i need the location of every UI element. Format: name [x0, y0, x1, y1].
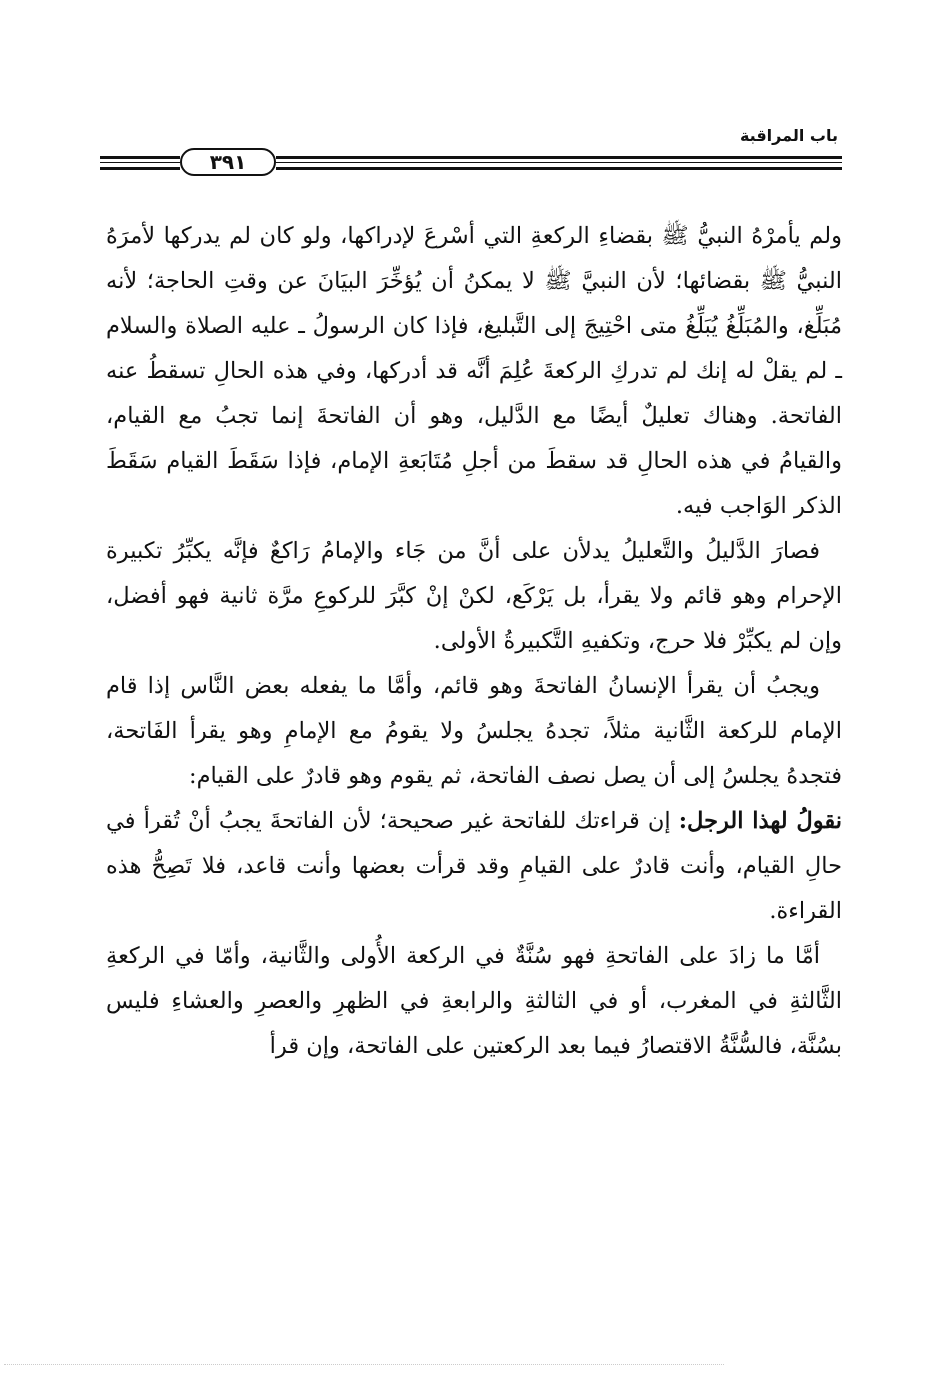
rule-left-bottom: [100, 167, 180, 170]
paragraph-4-text: إن قراءتك للفاتحة غير صحيحة؛ لأن الفاتحةَ يجبُ أنْ تُقرأ في حالِ القيام، وأنت قادرٌ على القيامِ وقد قرأت بعضها وأنت قاعد، فلا تَصِحُّ هذه القراءة.: [106, 808, 842, 924]
paragraph-1: ولم يأمرْهُ النبيُّ ﷺ بقضاءِ الركعةِ التي أسْرعَ لإدراكها، ولو كان لم يدركها لأمرَهُ النبيُّ ﷺ بقضائها؛ لأن النبيَّ ﷺ لا يمكنُ أن يُؤخِّرَ البيَانَ عن وقتِ الحاجة؛ لأنه مُبَلِّغ، والمُبَلِّغُ يُبَلِّغُ متى احْتِيجَ إلى التَّبليغ، فإذا كان الرسولُ ـ عليه الصلاة والسلام ـ لم يقلْ له إنك لم تدركِ الركعةَ عُلِمَ أنَّه قد أدركها، وفي هذه الحالِ تسقطُ عنه الفاتحة. وهناك تعليلٌ أيضًا مع الدَّليل، وهو أن الفاتحةَ إنما تجبُ مع القيام، والقيامُ في هذه الحالِ قد سقطَ من أجلِ مُتَابَعةِ الإمام، فإذا سَقَطَ القيام سَقَطَ الذكر الوَاجب فيه.: [106, 223, 842, 519]
rule-right-top: [276, 156, 842, 159]
paragraph-4-lead: نقولُ لهذا الرجل:: [678, 808, 842, 834]
paragraph-5: أمَّا ما زادَ على الفاتحةِ فهو سُنَّةٌ في الركعة الأُولى والثَّانية، وأمّا في الركعةِ الثَّالثةِ في المغرب، أو في الثالثةِ والرابعةِ في الظهرِ والعصرِ والعشاءِ فليس بسُنَّة، فالسُّنَّةُ الاقتصارُ فيما بعد الركعتين على الفاتحة، وإن قرأ: [106, 943, 842, 1059]
rule-left-mid: [100, 162, 180, 163]
chapter-title: باب المراقبة: [739, 126, 838, 145]
scan-edge-line: [4, 1364, 724, 1365]
rule-right-mid: [276, 162, 842, 163]
paragraph-3: ويجبُ أن يقرأ الإنسانُ الفاتحةَ وهو قائم، وأمَّا ما يفعله بعض النَّاس إذا قام الإمام للركعة الثَّانية مثلاً، تجدهُ يجلسُ ولا يقومُ مع الإمامِ وهو يقرأ الفَاتحة، فتجدهُ يجلسُ إلى أن يصل نصف الفاتحة، ثم يقوم وهو قادرٌ على القيام:: [106, 673, 842, 789]
paragraph-4: [106, 799, 842, 934]
page-number: ٣٩١: [180, 148, 276, 176]
body-text: [106, 214, 842, 1069]
rule-left-top: [100, 156, 180, 159]
rule-right-bottom: [276, 167, 842, 170]
paragraph-2: فصارَ الدَّليلُ والتَّعليلُ يدلأن على أنَّ من جَاء والإمامُ رَاكعٌ فإنَّه يكبِّرُ تكبيرة الإحرام وهو قائم ولا يقرأ، بل يَرْكَع، لكنْ إنْ كبَّرَ للركوعِ مرَّة ثانية فهو أفضل، وإن لم يكبِّرْ فلا حرج، وتكفيهِ التَّكبيرةُ الأولى.: [106, 538, 842, 654]
header-rule: [100, 148, 842, 178]
